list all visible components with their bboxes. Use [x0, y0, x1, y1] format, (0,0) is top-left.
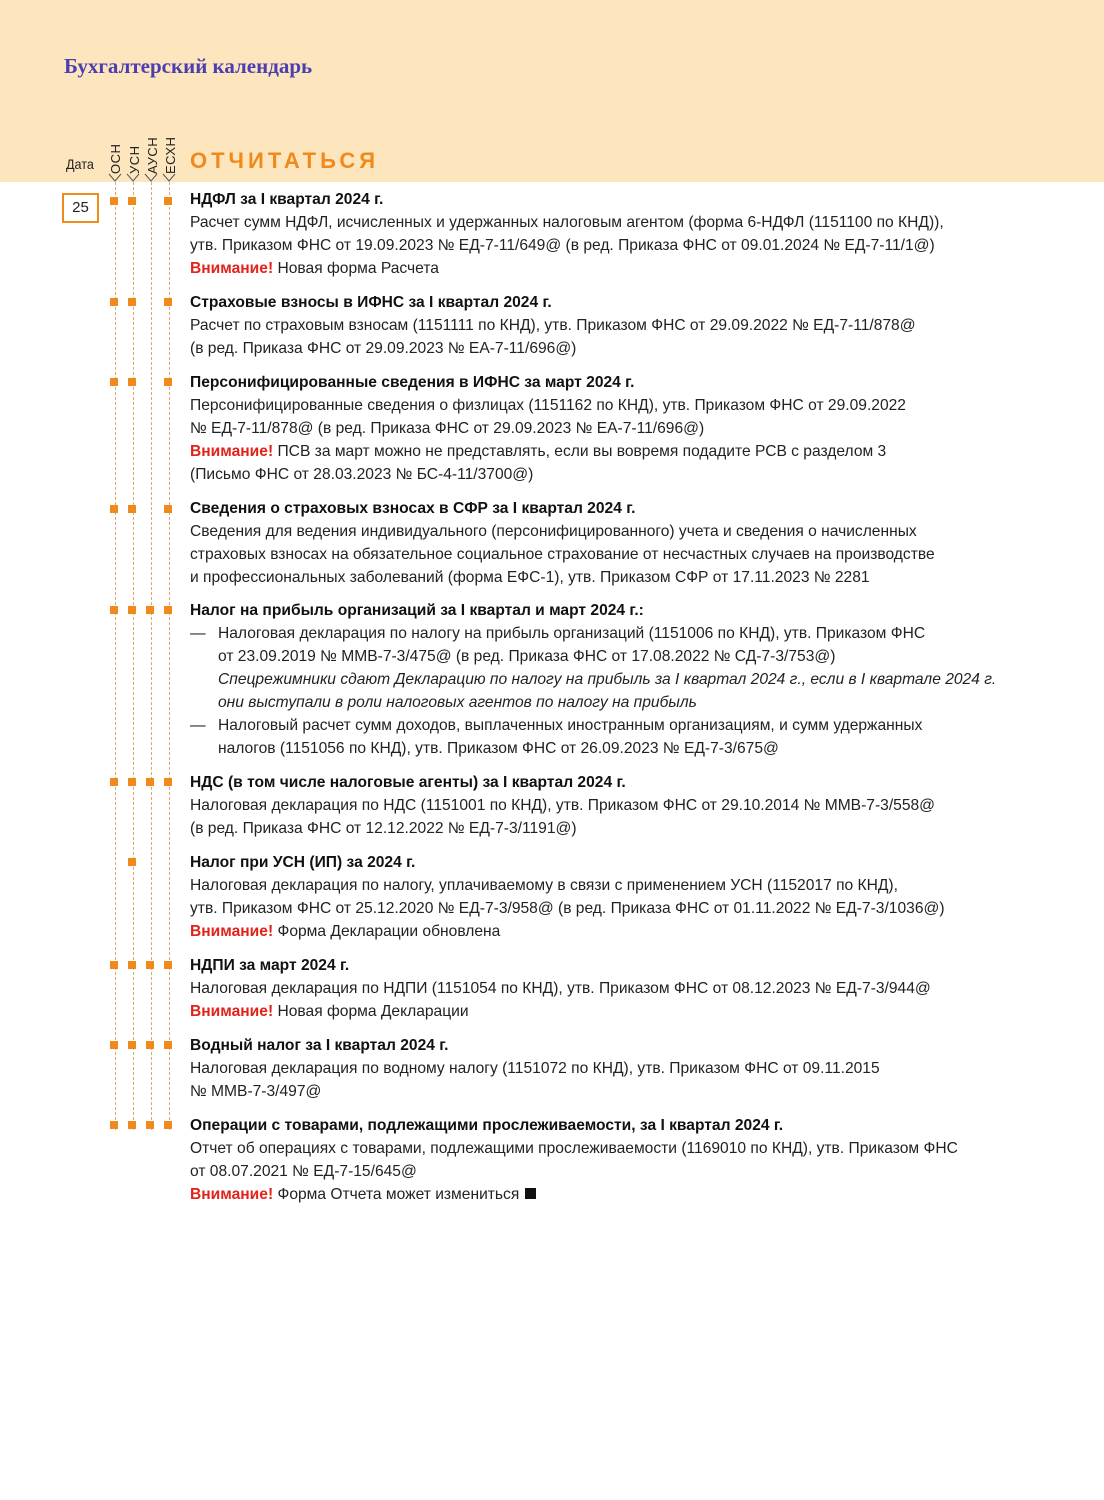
date-badge: 25 — [62, 193, 99, 223]
marker-osn — [110, 961, 118, 969]
entry-warning-line — [190, 1183, 1070, 1206]
warning-text: ПСВ за март можно не представлять, если вы вовремя подадите РСВ с разделом 3 — [273, 443, 887, 460]
entry-line: Налоговая декларация по налогу, уплачиваемому в связи с применением УСН (1152017 по КНД), — [190, 877, 898, 894]
warning-label: Внимание! — [190, 443, 274, 460]
calendar-entry — [190, 599, 1070, 760]
column-line-eshn — [169, 182, 170, 1130]
marker-usn — [128, 1041, 136, 1049]
entry-line: Налоговый расчет сумм доходов, выплаченных иностранным организациям, и сумм удержанных — [218, 717, 923, 734]
marker-usn — [128, 778, 136, 786]
entry-warning-line — [190, 920, 1070, 943]
dash-marker: — — [190, 717, 206, 734]
entry-subitem — [190, 622, 1070, 714]
warning-text: Форма Декларации обновлена — [273, 923, 501, 940]
marker-usn — [128, 197, 136, 205]
marker-eshn — [164, 505, 172, 513]
marker-ausn — [146, 778, 154, 786]
entry-title: Налог при УСН (ИП) за 2024 г. — [190, 854, 416, 871]
entry-title: Персонифицированные сведения в ИФНС за март 2024 г. — [190, 374, 635, 391]
marker-usn — [128, 378, 136, 386]
warning-label: Внимание! — [190, 260, 274, 277]
warning-text: Новая форма Расчета — [273, 260, 439, 277]
end-of-article-icon — [525, 1188, 536, 1199]
section-title: ОТЧИТАТЬСЯ — [190, 148, 380, 173]
entry-line: (в ред. Приказа ФНС от 29.09.2023 № ЕА-7-11/696@) — [190, 340, 577, 357]
marker-usn — [128, 1121, 136, 1129]
column-line-osn — [115, 182, 116, 1130]
entry-title: Операции с товарами, подлежащими прослеживаемости, за I квартал 2024 г. — [190, 1117, 784, 1134]
column-label-osn: ОСН — [108, 143, 123, 174]
chevron-down-icon — [126, 173, 140, 182]
column-line-usn — [133, 182, 134, 1130]
entry-title: Страховые взносы в ИФНС за I квартал 2024 г. — [190, 294, 552, 311]
entry-line: № ММВ-7-3/497@ — [190, 1083, 322, 1100]
marker-ausn — [146, 606, 154, 614]
entry-title: Налог на прибыль организаций за I квартал и март 2024 г.: — [190, 602, 644, 619]
marker-eshn — [164, 1041, 172, 1049]
entry-subitem — [190, 714, 1070, 760]
column-label-usn: УСН — [127, 145, 142, 174]
entry-line: и профессиональных заболеваний (форма ЕФС-1), утв. Приказом СФР от 17.11.2023 № 2281 — [190, 569, 870, 586]
entry-line: Налоговая декларация по НДС (1151001 по КНД), утв. Приказом ФНС от 29.10.2014 № ММВ-7-3/558@ — [190, 797, 935, 814]
entry-line: Расчет по страховым взносам (1151111 по КНД), утв. Приказом ФНС от 29.09.2022 № ЕД-7-11/878@ — [190, 317, 916, 334]
entry-warning-line — [190, 440, 1070, 463]
chevron-down-icon — [108, 173, 122, 182]
marker-ausn — [146, 961, 154, 969]
entry-line: № ЕД-7-11/878@ (в ред. Приказа ФНС от 29.09.2023 № ЕА-7-11/696@) — [190, 420, 705, 437]
calendar-entry — [190, 1034, 1070, 1103]
calendar-entry — [190, 1114, 1070, 1206]
entry-title: НДС (в том числе налоговые агенты) за I квартал 2024 г. — [190, 774, 626, 791]
warning-label: Внимание! — [190, 923, 274, 940]
marker-osn — [110, 1121, 118, 1129]
entry-note-line: они выступали в роли налоговых агентов по налогу на прибыль — [218, 694, 697, 711]
marker-eshn — [164, 961, 172, 969]
marker-eshn — [164, 606, 172, 614]
entry-warning-line — [190, 1000, 1070, 1023]
marker-eshn — [164, 378, 172, 386]
entry-warning-line — [190, 257, 1070, 280]
marker-osn — [110, 378, 118, 386]
marker-osn — [110, 606, 118, 614]
dash-marker: — — [190, 625, 206, 642]
chevron-down-icon — [162, 173, 176, 182]
entry-title: НДПИ за март 2024 г. — [190, 957, 350, 974]
entry-line: от 08.07.2021 № ЕД-7-15/645@ — [190, 1163, 417, 1180]
column-label-ausn: АУСН — [145, 136, 160, 174]
entry-line: утв. Приказом ФНС от 19.09.2023 № ЕД-7-11/649@ (в ред. Приказа ФНС от 09.01.2024 № ЕД-7-11/1@) — [190, 237, 935, 254]
entry-note-line: Спецрежимники сдают Декларацию по налогу на прибыль за I квартал 2024 г., если в I квартале 2024 г. — [218, 671, 997, 688]
marker-usn — [128, 505, 136, 513]
marker-ausn — [146, 1121, 154, 1129]
entry-line: (Письмо ФНС от 28.03.2023 № БС-4-11/3700@) — [190, 466, 534, 483]
entry-line: Сведения для ведения индивидуального (персонифицированного) учета и сведения о начисленных — [190, 523, 917, 540]
calendar-entry — [190, 188, 1070, 280]
entry-line: Налоговая декларация по налогу на прибыль организаций (1151006 по КНД), утв. Приказом ФНС — [218, 625, 926, 642]
entry-line: утв. Приказом ФНС от 25.12.2020 № ЕД-7-3/958@ (в ред. Приказа ФНС от 01.11.2022 № ЕД-7-3/1036@) — [190, 900, 945, 917]
marker-osn — [110, 197, 118, 205]
marker-ausn — [146, 1041, 154, 1049]
marker-eshn — [164, 298, 172, 306]
warning-text: Новая форма Декларации — [273, 1003, 469, 1020]
page-title: Бухгалтерский календарь — [64, 54, 313, 78]
marker-usn — [128, 606, 136, 614]
calendar-entry — [190, 954, 1070, 1023]
marker-usn — [128, 298, 136, 306]
marker-eshn — [164, 1121, 172, 1129]
entry-line: Отчет об операциях с товарами, подлежащими прослеживаемости (1169010 по КНД), утв. Приказом ФНС — [190, 1140, 958, 1157]
warning-text: Форма Отчета может измениться — [273, 1186, 520, 1203]
chevron-down-icon — [144, 173, 158, 182]
calendar-entry — [190, 851, 1070, 943]
warning-label: Внимание! — [190, 1186, 274, 1203]
marker-osn — [110, 505, 118, 513]
entry-line: Налоговая декларация по водному налогу (1151072 по КНД), утв. Приказом ФНС от 09.11.2015 — [190, 1060, 880, 1077]
column-label-eshn: ЕСХН — [163, 136, 178, 174]
entry-line: (в ред. Приказа ФНС от 12.12.2022 № ЕД-7-3/1191@) — [190, 820, 577, 837]
marker-eshn — [164, 197, 172, 205]
entry-title: Сведения о страховых взносах в СФР за I квартал 2024 г. — [190, 500, 636, 517]
date-column-label: Дата — [66, 156, 94, 172]
entry-line: страховых взносах на обязательное социальное страхование от несчастных случаев на производстве — [190, 546, 935, 563]
entry-line: налогов (1151056 по КНД), утв. Приказом ФНС от 26.09.2023 № ЕД-7-3/675@ — [218, 740, 779, 757]
marker-osn — [110, 1041, 118, 1049]
warning-label: Внимание! — [190, 1003, 274, 1020]
entry-line: от 23.09.2019 № ММВ-7-3/475@ (в ред. Приказа ФНС от 17.08.2022 № СД-7-3/753@) — [218, 648, 836, 665]
calendar-entry — [190, 497, 1070, 589]
calendar-entry — [190, 291, 1070, 360]
calendar-entry — [190, 771, 1070, 840]
marker-usn — [128, 961, 136, 969]
calendar-entry — [190, 371, 1070, 486]
column-line-ausn — [151, 182, 152, 1130]
marker-usn — [128, 858, 136, 866]
entry-line: Расчет сумм НДФЛ, исчисленных и удержанных налоговым агентом (форма 6-НДФЛ (1151100 по КНД)), — [190, 214, 944, 231]
entry-title: НДФЛ за I квартал 2024 г. — [190, 191, 384, 208]
marker-eshn — [164, 778, 172, 786]
entry-line: Налоговая декларация по НДПИ (1151054 по КНД), утв. Приказом ФНС от 08.12.2023 № ЕД-7-3/944@ — [190, 980, 931, 997]
marker-osn — [110, 778, 118, 786]
entry-line: Персонифицированные сведения о физлицах (1151162 по КНД), утв. Приказом ФНС от 29.09.2022 — [190, 397, 906, 414]
entry-title: Водный налог за I квартал 2024 г. — [190, 1037, 449, 1054]
marker-osn — [110, 298, 118, 306]
